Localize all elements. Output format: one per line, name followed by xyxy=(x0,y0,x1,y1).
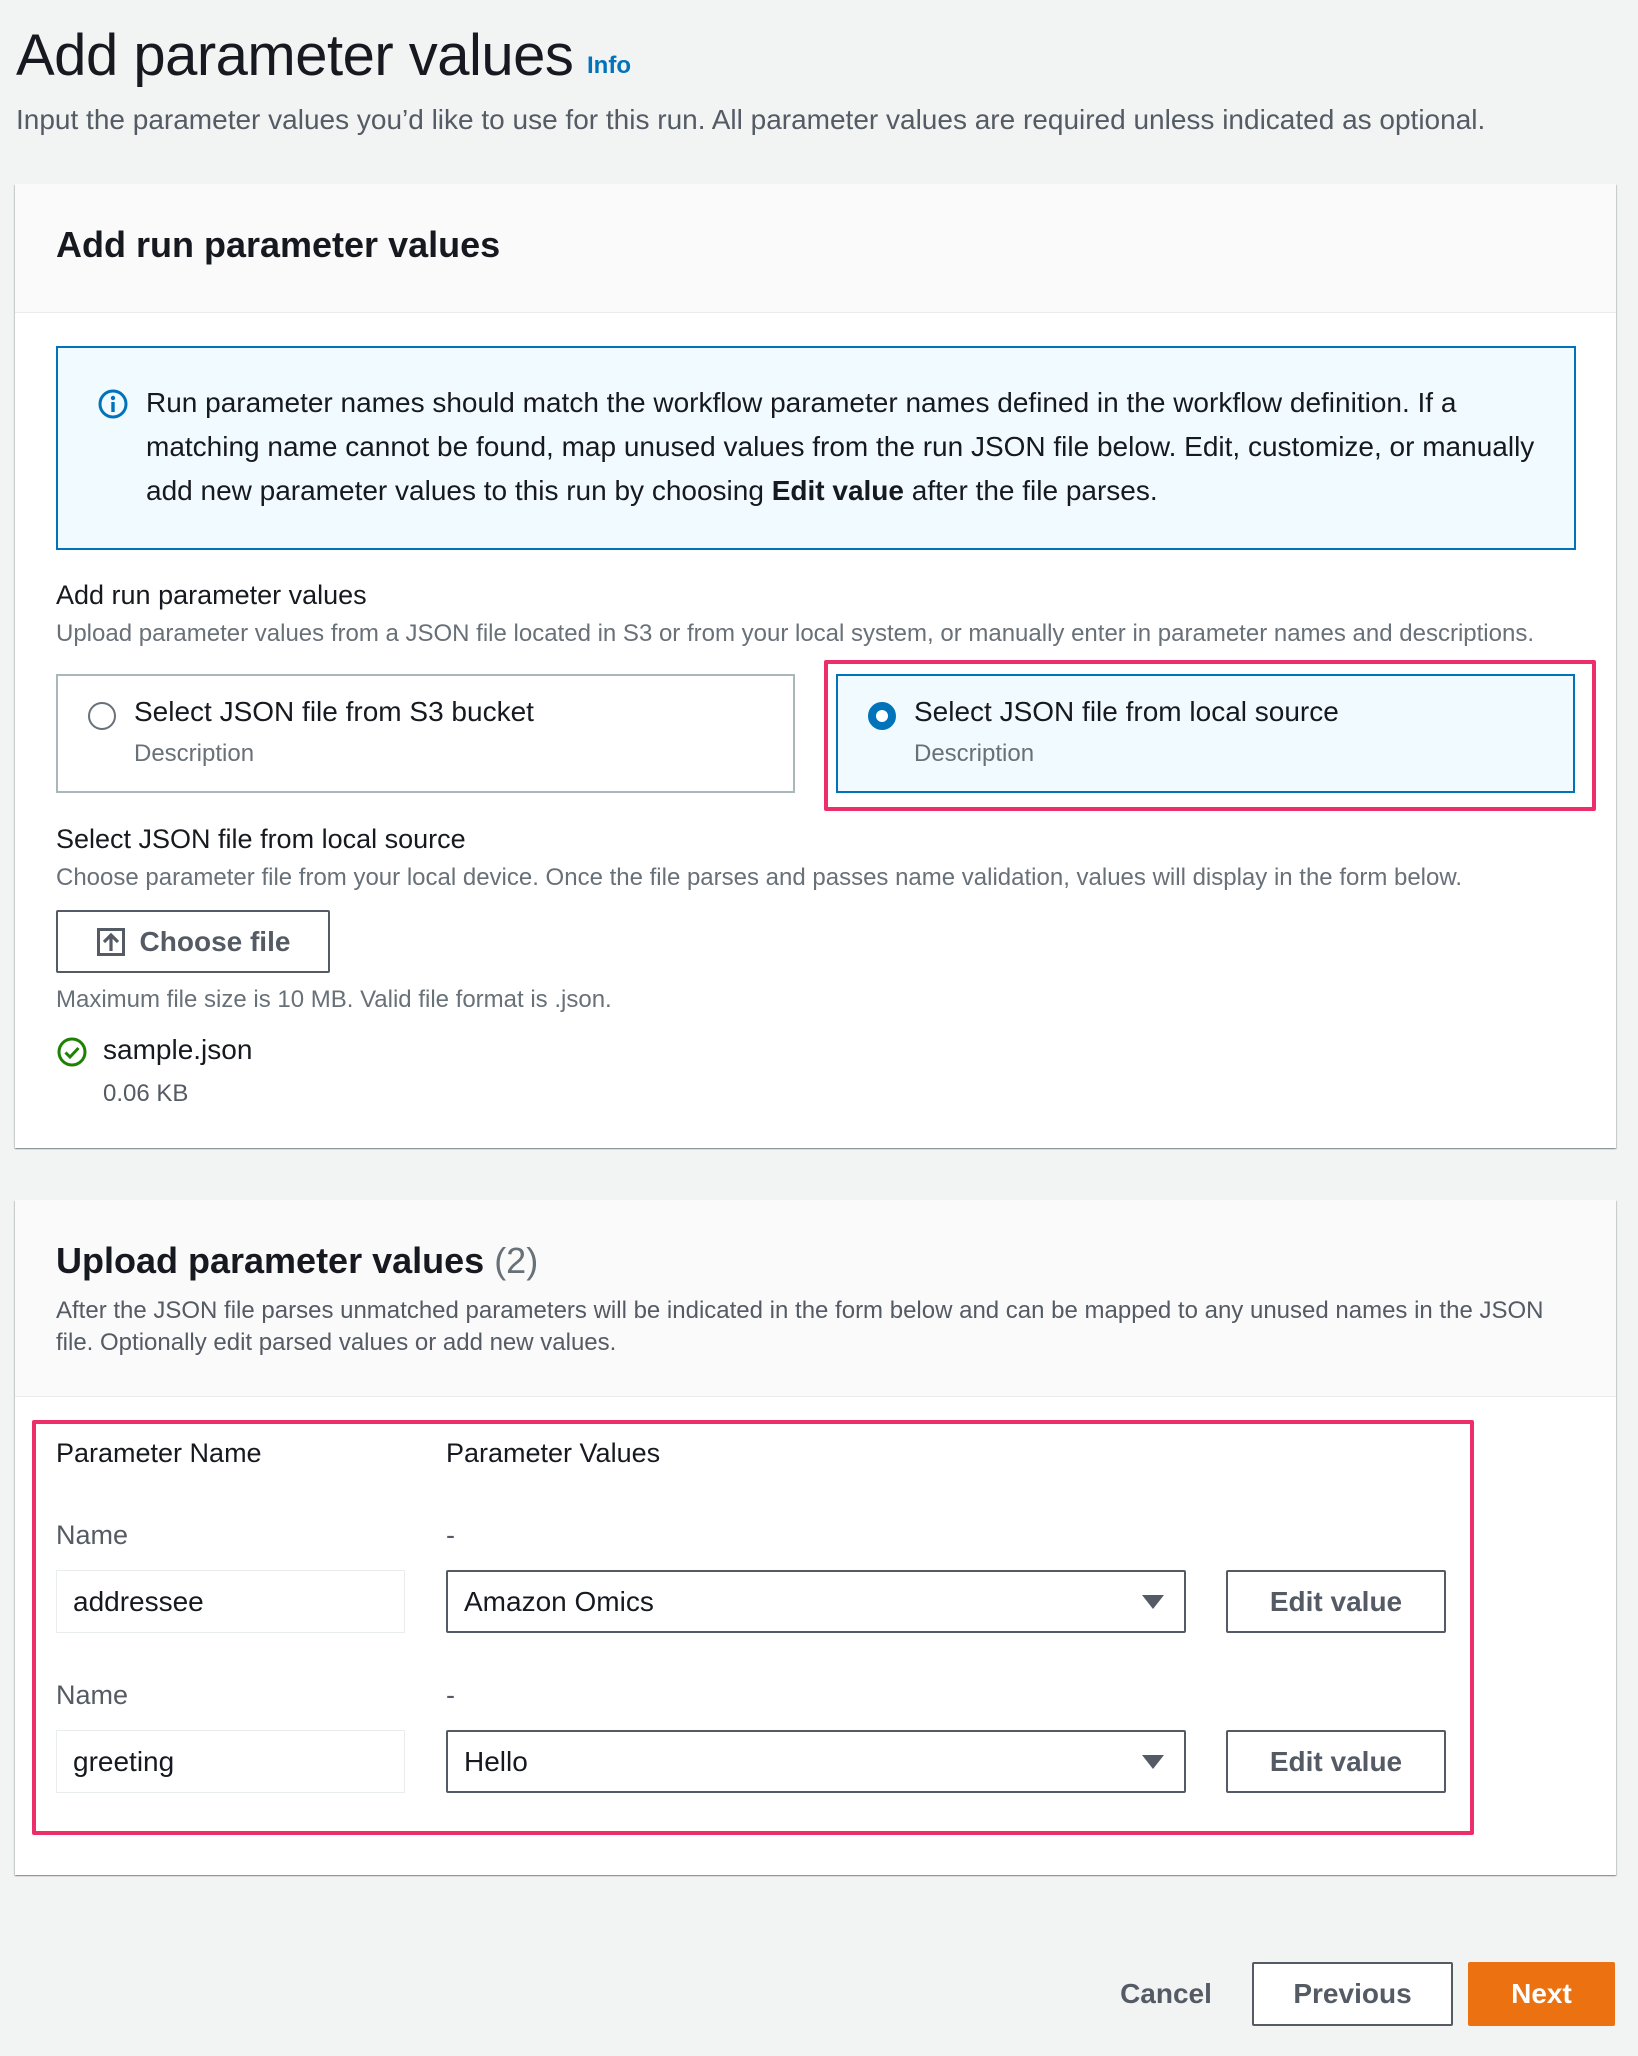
edit-value-emphasis: Edit value xyxy=(771,475,904,506)
parameter-value-select[interactable] xyxy=(446,1570,1186,1633)
row-2-name-label: Name xyxy=(56,1680,129,1710)
page-title: Add parameter values xyxy=(16,23,574,88)
edit-value-button[interactable]: Edit value xyxy=(1226,1570,1446,1633)
parameter-value-select[interactable] xyxy=(446,1730,1186,1793)
parameter-value-text: Hello xyxy=(464,1745,528,1777)
next-button[interactable]: Next xyxy=(1468,1962,1615,2026)
column-header-parameter-values: Parameter Values xyxy=(446,1438,661,1468)
tile-s3-description: Description xyxy=(134,740,255,767)
tile-local-description: Description xyxy=(914,740,1035,767)
upload-parameters-title: Upload parameter values (2) xyxy=(56,1240,539,1281)
parameter-name-input[interactable]: greeting xyxy=(56,1730,405,1793)
upload-icon xyxy=(96,927,126,957)
run-parameters-title: Add run parameter values xyxy=(56,224,501,265)
parameter-value-text: Amazon Omics xyxy=(464,1585,654,1617)
local-source-description: Choose parameter file from your local device. Once the file parses and passes name validation, values will display in the form below. xyxy=(56,864,1463,891)
success-check-icon xyxy=(56,1036,88,1068)
run-params-field-label: Add run parameter values xyxy=(56,580,367,610)
row-2-value-label: - xyxy=(446,1680,455,1710)
local-source-label: Select JSON file from local source xyxy=(56,824,466,854)
file-constraint: Maximum file size is 10 MB. Valid file format is .json. xyxy=(56,986,612,1013)
row-1-name-label: Name xyxy=(56,1520,129,1550)
cancel-button[interactable]: Cancel xyxy=(1086,1962,1246,2026)
row-1-value-label: - xyxy=(446,1520,455,1550)
file-name: sample.json xyxy=(103,1034,253,1065)
parameter-count: (2) xyxy=(494,1240,539,1281)
column-header-parameter-name: Parameter Name xyxy=(56,1438,262,1468)
info-alert-text: Run parameter names should match the workflow parameter names defined in the workflow definition. If a matching name cannot be found, map unused values from the run JSON file below. Edit, customize, or manually add new parameter values to this run by choosing Edit value after the file parses. xyxy=(146,387,1535,506)
choose-file-button[interactable] xyxy=(56,910,330,973)
previous-button[interactable]: Previous xyxy=(1252,1962,1453,2026)
run-params-field-description: Upload parameter values from a JSON file located in S3 or from your local system, or manually enter in parameter names and descriptions. xyxy=(56,620,1534,647)
caret-down-icon xyxy=(1142,1755,1164,1769)
choose-file-label: Choose file xyxy=(139,925,291,957)
caret-down-icon xyxy=(1142,1595,1164,1609)
info-link[interactable]: Info xyxy=(587,52,631,79)
radio-local-source[interactable] xyxy=(868,702,896,730)
parameter-name-input[interactable]: addressee xyxy=(56,1570,405,1633)
tile-local-source[interactable] xyxy=(836,674,1575,793)
tile-local-label: Select JSON file from local source xyxy=(914,696,1339,727)
tile-s3-bucket[interactable] xyxy=(56,674,795,793)
edit-value-button[interactable]: Edit value xyxy=(1226,1730,1446,1793)
radio-s3-bucket[interactable] xyxy=(88,702,116,730)
info-icon xyxy=(97,388,129,420)
page-description: Input the parameter values you’d like to use for this run. All parameter values are required unless indicated as optional. xyxy=(16,104,1486,135)
tile-s3-label: Select JSON file from S3 bucket xyxy=(134,696,534,727)
upload-parameters-description: After the JSON file parses unmatched parameters will be indicated in the form below and can be mapped to any unused names in the JSON file. Optionally edit parsed values or add new values. xyxy=(56,1297,1544,1356)
file-size: 0.06 KB xyxy=(103,1080,189,1107)
